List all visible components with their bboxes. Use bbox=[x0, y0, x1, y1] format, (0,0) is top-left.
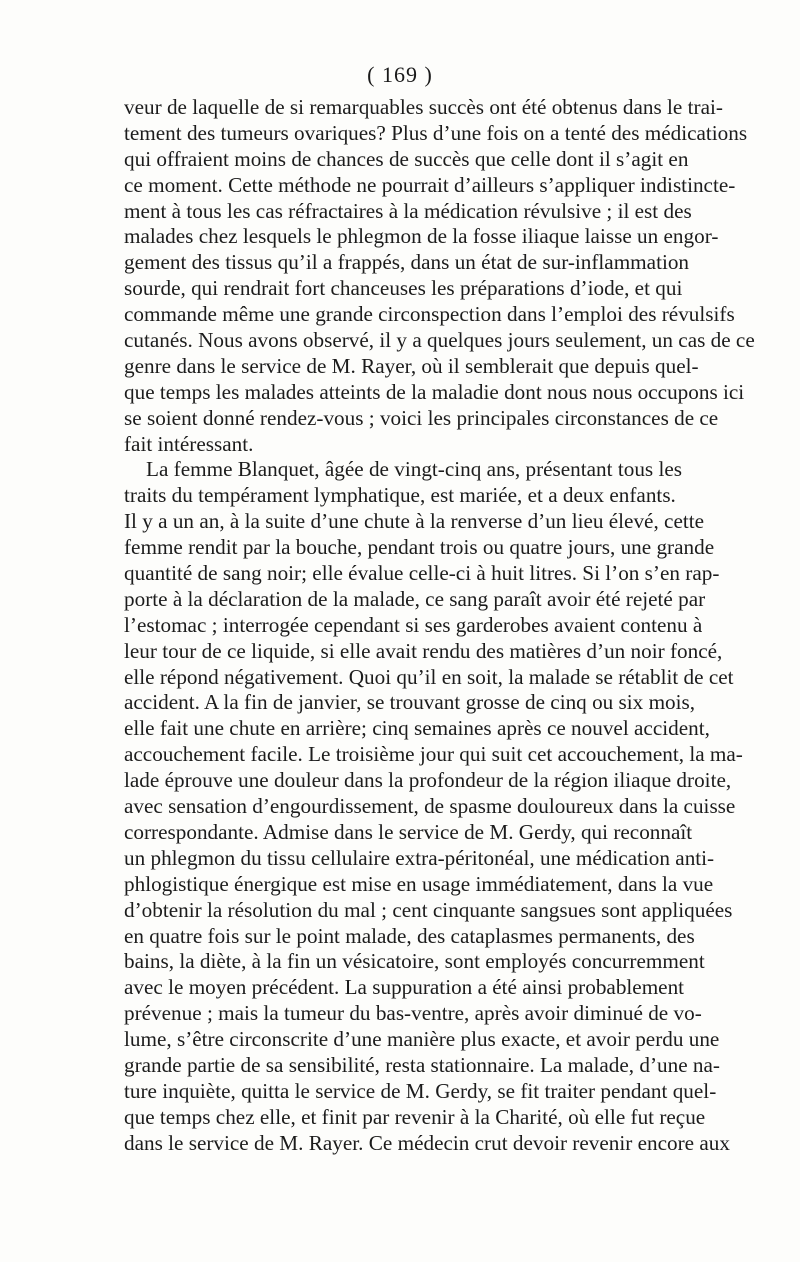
text-line: que temps chez elle, et finit par revenir à la Charité, où elle fut reçue bbox=[124, 1104, 706, 1129]
page-number: ( 169 ) bbox=[367, 62, 433, 87]
text-line: ment à tous les cas réfractaires à la médication révulsive ; il est des bbox=[124, 198, 692, 223]
text-line: grande partie de sa sensibilité, resta stationnaire. La malade, d’une na- bbox=[124, 1052, 720, 1077]
text-line: commande même une grande circonspection dans l’emploi des révulsifs bbox=[124, 302, 735, 327]
text-line: fait intéressant. bbox=[124, 431, 254, 456]
text-line: dans le service de M. Rayer. Ce médecin crut devoir revenir encore aux bbox=[124, 1130, 730, 1155]
text-line: femme rendit par la bouche, pendant trois ou quatre jours, une grande bbox=[124, 535, 715, 560]
text-line: sourde, qui rendrait fort chanceuses les préparations d’iode, et qui bbox=[124, 276, 683, 301]
text-line: cutanés. Nous avons observé, il y a quelques jours seulement, un cas de ce bbox=[124, 328, 755, 353]
text-line: porte à la déclaration de la malade, ce sang paraît avoir été rejeté par bbox=[124, 586, 706, 611]
text-line: avec le moyen précédent. La suppuration a été ainsi probablement bbox=[124, 975, 685, 1000]
text-line: La femme Blanquet, âgée de vingt-cinq ans, présentant tous les bbox=[146, 457, 682, 482]
text-line: quantité de sang noir; elle évalue celle-ci à huit litres. Si l’on s’en rap- bbox=[124, 561, 720, 586]
text-line: tement des tumeurs ovariques? Plus d’une fois on a tenté des médications bbox=[124, 120, 748, 145]
text-line: veur de laquelle de si remarquables succès ont été obtenus dans le trai- bbox=[124, 95, 723, 119]
text-line: d’obtenir la résolution du mal ; cent cinquante sangsues sont appliquées bbox=[124, 897, 733, 922]
text-line: accident. A la fin de janvier, se trouvant grosse de cinq ou six mois, bbox=[124, 690, 696, 715]
text-line: l’estomac ; interrogée cependant si ses garderobes avaient contenu à bbox=[124, 612, 703, 637]
text-line: elle répond négativement. Quoi qu’il en soit, la malade se rétablit de cet bbox=[124, 664, 734, 689]
text-line: ture inquiète, quitta le service de M. Gerdy, se fit traiter pendant quel- bbox=[124, 1078, 717, 1103]
text-line: bains, la diète, à la fin un vésicatoire, sont employés concurremment bbox=[124, 949, 705, 974]
text-line: en quatre fois sur le point malade, des cataplasmes permanents, des bbox=[124, 923, 695, 948]
body-text bbox=[124, 95, 755, 1157]
text-line: malades chez lesquels le phlegmon de la fosse iliaque laisse un engor- bbox=[124, 224, 719, 249]
text-line: accouchement facile. Le troisième jour qui suit cet accouchement, la ma- bbox=[124, 742, 743, 767]
text-line: lade éprouve une douleur dans la profondeur de la région iliaque droite, bbox=[124, 768, 732, 793]
text-line: phlogistique énergique est mise en usage immédiatement, dans la vue bbox=[124, 871, 714, 896]
text-line: avec sensation d’engourdissement, de spasme douloureux dans la cuisse bbox=[124, 794, 736, 819]
text-line: gement des tissus qu’il a frappés, dans un état de sur-inflammation bbox=[124, 250, 690, 275]
text-line: qui offraient moins de chances de succès que celle dont il s’agit en bbox=[124, 146, 689, 171]
text-line: que temps les malades atteints de la maladie dont nous nous occupons ici bbox=[124, 379, 745, 404]
text-line: correspondante. Admise dans le service de M. Gerdy, qui reconnaît bbox=[124, 819, 693, 844]
text-line: traits du tempérament lymphatique, est mariée, et a deux enfants. bbox=[124, 483, 676, 508]
text-line: ce moment. Cette méthode ne pourrait d’ailleurs s’appliquer indistincte- bbox=[124, 172, 736, 197]
text-line: se soient donné rendez-vous ; voici les principales circonstances de ce bbox=[124, 405, 719, 430]
text-line: Il y a un an, à la suite d’une chute à la renverse d’un lieu élevé, cette bbox=[124, 509, 705, 534]
text-line: genre dans le service de M. Rayer, où il semblerait que depuis quel- bbox=[124, 353, 699, 378]
text-line: prévenue ; mais la tumeur du bas-ventre, après avoir diminué de vo- bbox=[124, 1001, 702, 1026]
text-line: elle fait une chute en arrière; cinq semaines après ce nouvel accident, bbox=[124, 716, 710, 741]
text-line: un phlegmon du tissu cellulaire extra-péritonéal, une médication anti- bbox=[124, 845, 715, 870]
text-line: lume, s’être circonscrite d’une manière plus exacte, et avoir perdu une bbox=[124, 1027, 720, 1052]
text-line: leur tour de ce liquide, si elle avait rendu des matières d’un noir foncé, bbox=[124, 638, 723, 663]
